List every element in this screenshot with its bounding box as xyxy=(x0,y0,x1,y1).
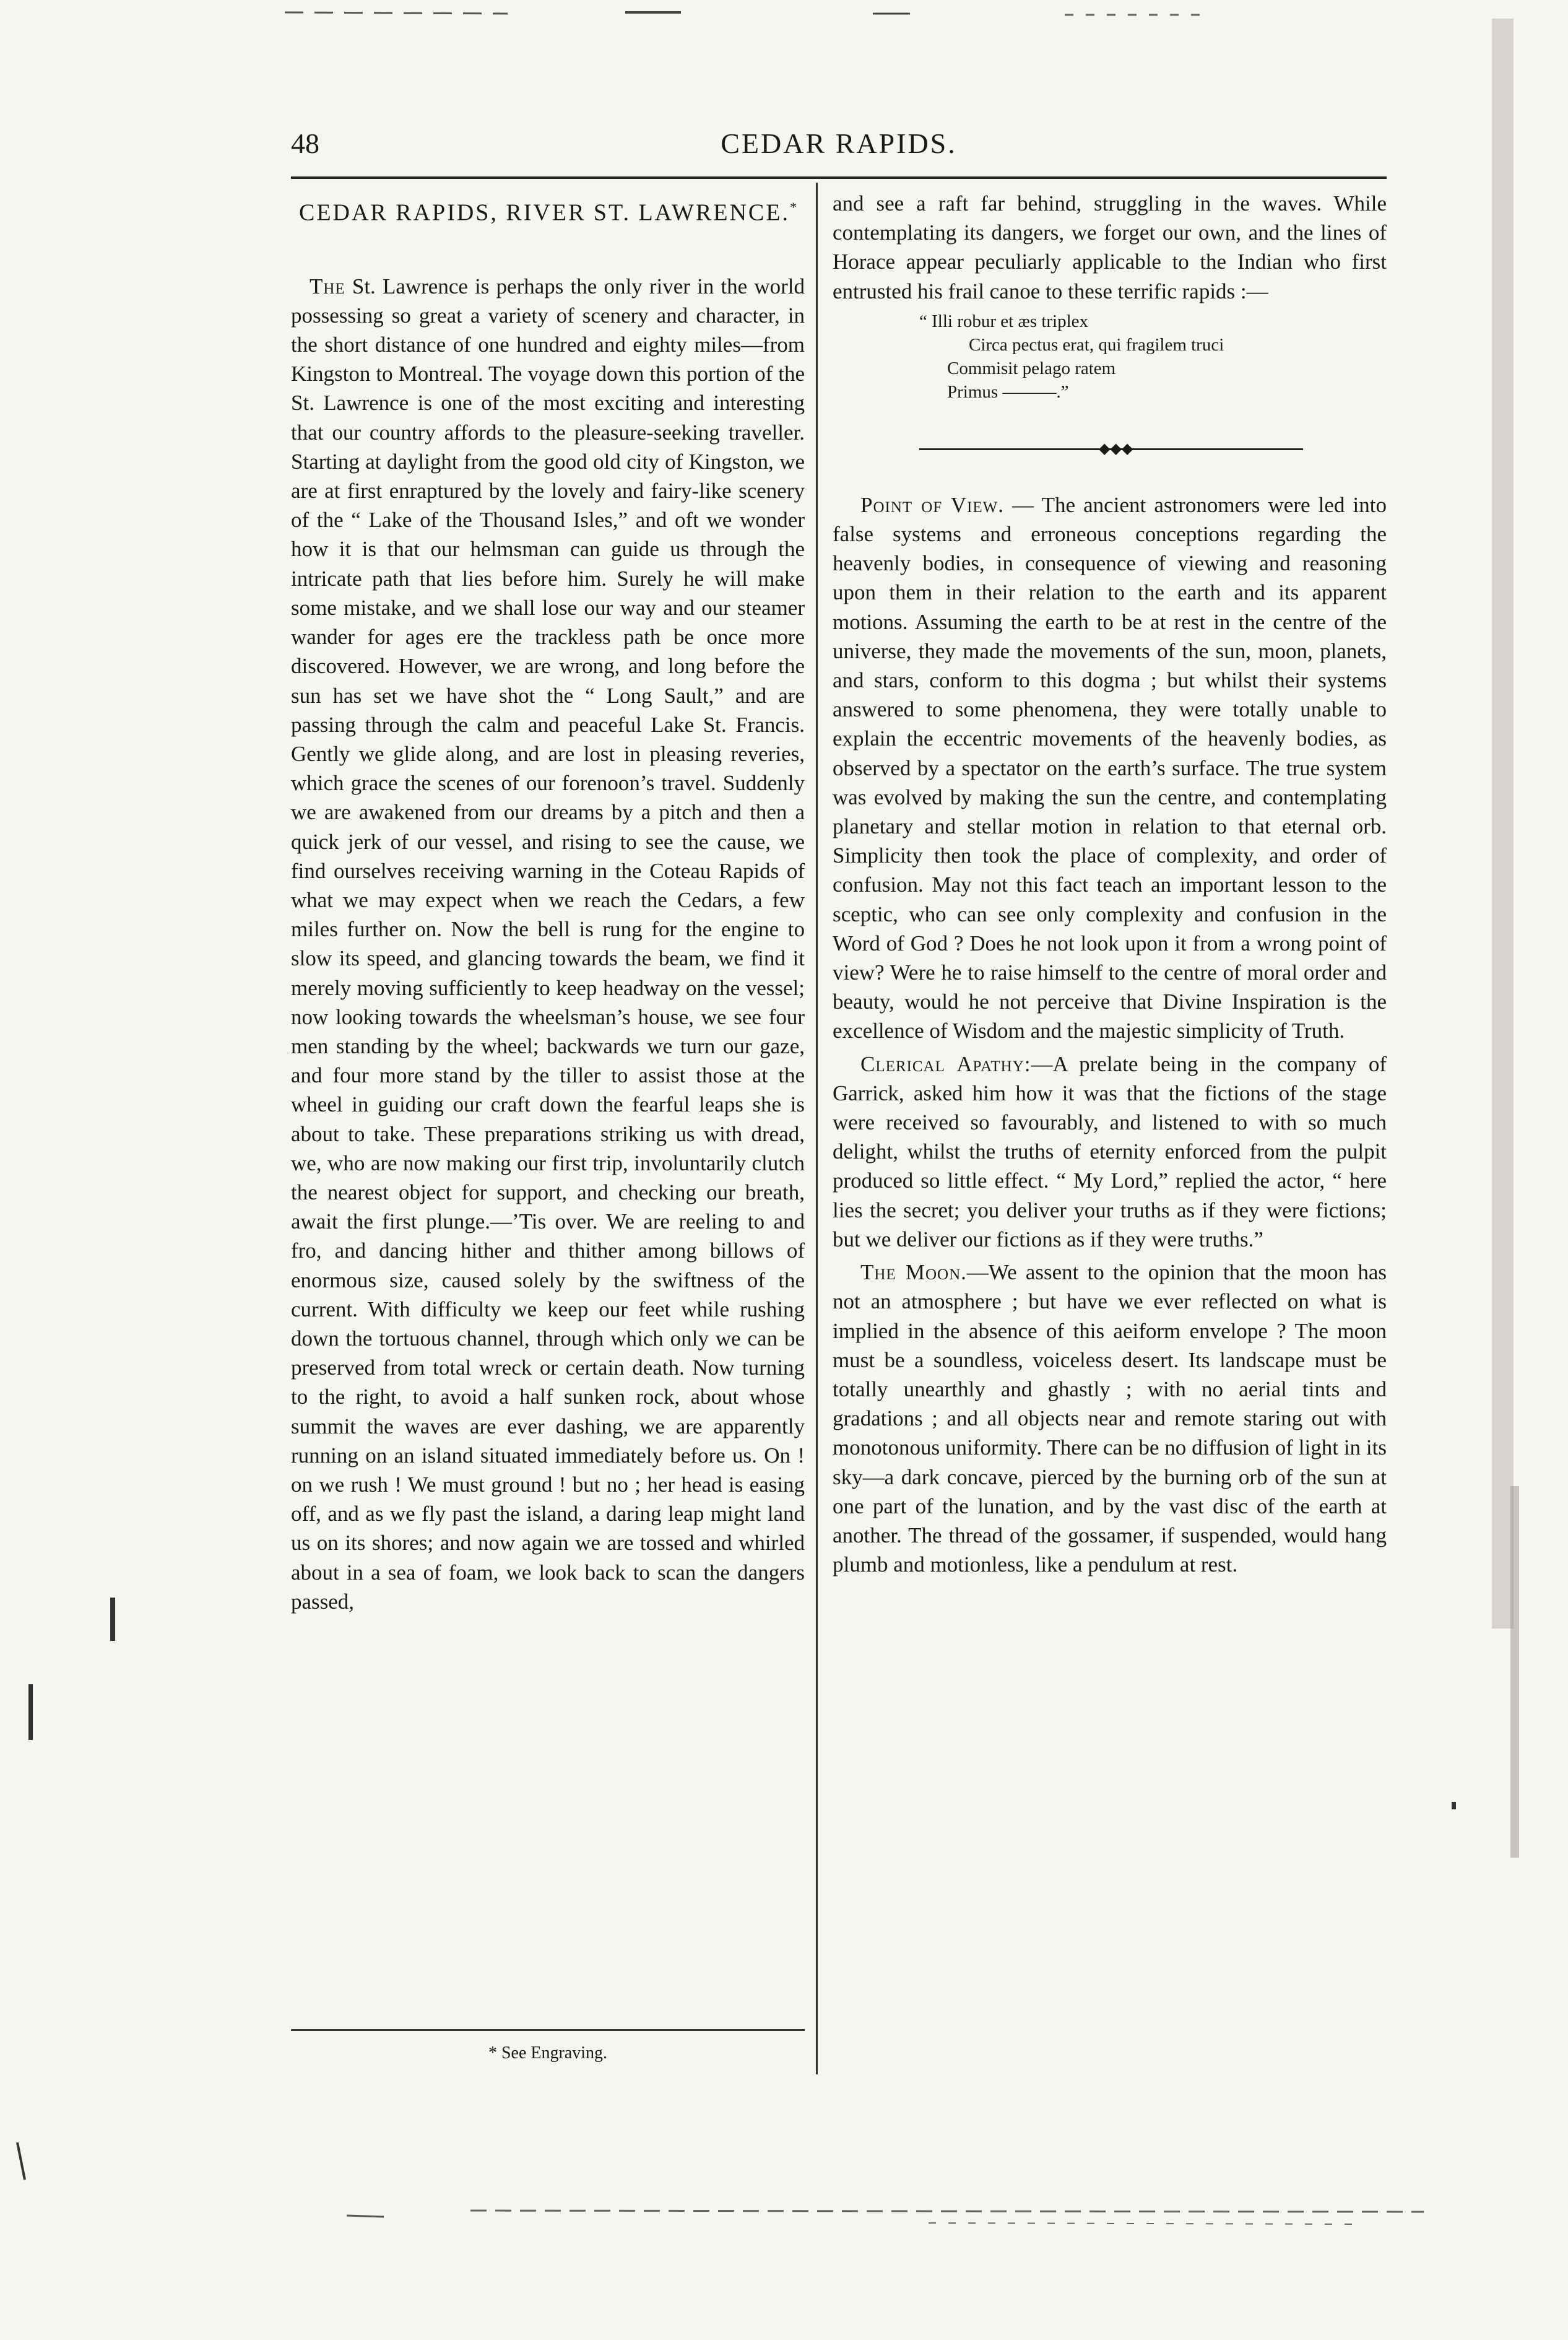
section-point-of-view: Point of View. — The ancient astronomers were led into false systems and erroneous conceptions regarding the heavenly bodies, in consequence of viewing and reasoning upon them in their relation to the earth and its apparent motions. Assuming the earth to be at rest in the centre of the universe, they made the movements of the sun, moon, planets, and stars, conform to this dogma ; but whilst their systems answered to some phenomena, they were totally unable to explain the eccentric movements of the heavenly bodies, as observed by a spectator on the earth’s surface. The true system was evolved by making the sun the centre, and contemplating planetary and stellar motion in relation to that eternal orb. Simplicity then took the place of complexity, and order of confusion. May not this fact teach an important lesson to the sceptic, who can see only complexity and confusion in the Word of God ? Does he not look upon it from a wrong point of view? Were he to raise himself to the centre of moral order and beauty, would he not perceive that Divine Inspiration is the excellence of Wisdom and the majestic simplicity of Truth. xyxy=(833,492,1387,1043)
section-ornament xyxy=(833,435,1387,466)
article-body xyxy=(291,272,805,1616)
page-number: 48 xyxy=(291,128,319,159)
footnote-mark: * xyxy=(790,199,797,215)
article-body-text: St. Lawrence is perhaps the only river in the world possessing so great a variety of scenery and character, in the short distance of one hundred and eighty miles—from Kingston to Montreal. The voyage down this portion of the St. Lawrence is one of the most exciting and interesting that our country affords to the pleasure-seeking traveller. Starting at daylight from the good old city of Kingston, we are at first enraptured by the lovely and fairy-like scenery of the “ Lake of the Thousand Isles,” and oft we wonder how it is that our helmsman can guide us through the intricate path that lies before him. Surely he will make some mistake, and we shall lose our way and our steamer wander for ages ere the trackless path be once more discovered. However, we are wrong, and long before the sun has set we have shot the “ Long Sault,” and are passing through the calm and peaceful Lake St. Francis. Gently we glide along, and are lost in pleasing reveries, which grace the scenes of our forenoon’s travel. Suddenly we are awakened from our dreams by a pitch and then a quick jerk of our vessel, and rising to see the cause, we find ourselves receiving warning in the Coteau Rapids of what we may expect when we reach the Cedars, a few miles further on. Now the bell is rung for the engine to slow its speed, and glancing towards the beam, we find it merely moving sufficiently to keep headway on the vessel; now looking towards the wheelsman’s house, we see four men standing by the wheel; backwards we turn our gaze, and four more stand by the tiller to assist those at the wheel in guiding our craft down the fearful leaps she is about to take. These preparations striking us with dread, we, who are now making our first trip, involuntarily clutch the nearest object for support, and checking our breath, await the first plunge.—’Tis over. We are reeling to and fro, and dancing hither and thither among billows of enormous size, caused solely by the swiftness of the current. With difficulty we keep our feet while rushing down the tortuous channel, through which only we can be preserved from total wreck or certain death. Now turning to the right, to avoid a half sunken rock, about whose summit the waves are ever dashing, we are apparently running on an island situated immediately before us. On ! on we rush ! We must ground ! but no ; her head is easing off, and as we fly past the island, a daring leap might land us on its shores; and now again we are tossed and whirled about in a sea of foam, we look back to scan the dangers passed, xyxy=(291,274,805,1614)
section-title: The Moon. xyxy=(860,1260,967,1285)
column-divider xyxy=(816,183,818,2074)
verse-line: Commisit pelago ratem xyxy=(947,358,1116,378)
section-the-moon: The Moon.—We assent to the opinion that the moon has not an atmosphere ; but have we ever reflected on what is implied in the absence of this aeiform envelope ? The moon must be a soundless, voiceless desert. Its landscape must be totally unearthly and ghastly ; with no aerial tints and gradations ; and all objects near and remote staring out with monotonous uniformity. There can be no diffusion of light in its sky—a dark concave, pierced by the burning orb of the sun at one part of the lunation, and by the vast disc of the earth at another. The thread of the gossamer, if suspended, would hang plumb and motionless, like a pendulum at rest. xyxy=(833,1260,1387,1577)
verse-line: “ Illi robur et æs triplex xyxy=(919,311,1089,331)
section-clerical-apathy: Clerical Apathy:—A prelate being in the company of Garrick, asked him how it was that the fictions of the stage were received so favourably, and listened to with so much delight, whilst the truths of eternity enforced from the pulpit produced so little effect. “ My Lord,” replied the actor, “ here lies the secret; you deliver your truths as if they were fictions; but we deliver our fictions as if they were truths.” xyxy=(833,1051,1387,1251)
section-title: Point of View. xyxy=(860,492,1004,517)
article-continuation: and see a raft far behind, struggling in the waves. While contemplating its dangers, we forget our own, and the lines of Horace appear peculiarly applicable to the Indian who first entrusted his frail canoe to these terrific rapids :— xyxy=(833,191,1387,303)
right-column xyxy=(833,189,1387,1583)
lead-word: The xyxy=(310,274,345,298)
section-body: The ancient astronomers were led into false systems and erroneous conceptions regarding the heavenly bodies, in consequence of viewing and reasoning upon them in their relation to the earth and its apparent motions. Assuming the earth to be at rest in the centre of the universe, they made the movements of the sun, moon, planets, and stars, conform to this dogma ; but whilst their systems answered to some phenomena, they were totally unable to explain the eccentric movements of the heavenly bodies, as observed by a spectator on the earth’s surface. The true system was evolved by making the sun the centre, and contemplating planetary and stellar motion in relation to that eternal orb. Simplicity then took the place of complexity, and order of confusion. May not this fact teach an important lesson to the sceptic, who can see only complexity and confusion in the Word of God ? Does he not look upon it from a wrong point of view? Were he to raise himself to the centre of moral order and beauty, would he not perceive that Divine Inspiration is the excellence of Wisdom and the majestic simplicity of Truth. xyxy=(833,492,1387,1043)
header-rule xyxy=(291,176,1387,179)
section-body: A prelate being in the company of Garrick, asked him how it was that the fictions of the stage were received so favourably, and listened to with so much delight, whilst the truths of eternity enforced from the pulpit produced so little effect. “ My Lord,” replied the actor, “ here lies the secret; you deliver your truths as if they were fictions; but we deliver our fictions as if they were truths.” xyxy=(833,1051,1387,1251)
running-title: CEDAR RAPIDS. xyxy=(721,128,957,159)
horace-verse xyxy=(833,310,1387,404)
section-title: Clerical Apathy: xyxy=(860,1051,1031,1076)
running-head xyxy=(291,127,1387,176)
verse-line: Circa pectus erat, qui fragilem truci xyxy=(969,334,1224,355)
footnote: * See Engraving. xyxy=(488,2043,608,2063)
verse-line: Primus ———.” xyxy=(947,381,1069,402)
footnote-rule xyxy=(291,2029,805,2031)
left-column xyxy=(291,189,805,1616)
article-heading: CEDAR RAPIDS, RIVER ST. LAWRENCE.* xyxy=(298,199,797,226)
ornament-diamond-icon: ◆◆◆ xyxy=(1099,440,1133,457)
section-body: We assent to the opinion that the moon has not an atmosphere ; but have we ever reflected on what is implied in the absence of this aeiform envelope ? The moon must be a soundless, voiceless desert. Its landscape must be totally unearthly and ghastly ; with no aerial tints and gradations ; and all objects near and remote staring out with monotonous uniformity. There can be no diffusion of light in its sky—a dark concave, pierced by the burning orb of the sun at one part of the lunation, and by the vast disc of the earth at another. The thread of the gossamer, if suspended, would hang plumb and motionless, like a pendulum at rest. xyxy=(833,1260,1387,1577)
